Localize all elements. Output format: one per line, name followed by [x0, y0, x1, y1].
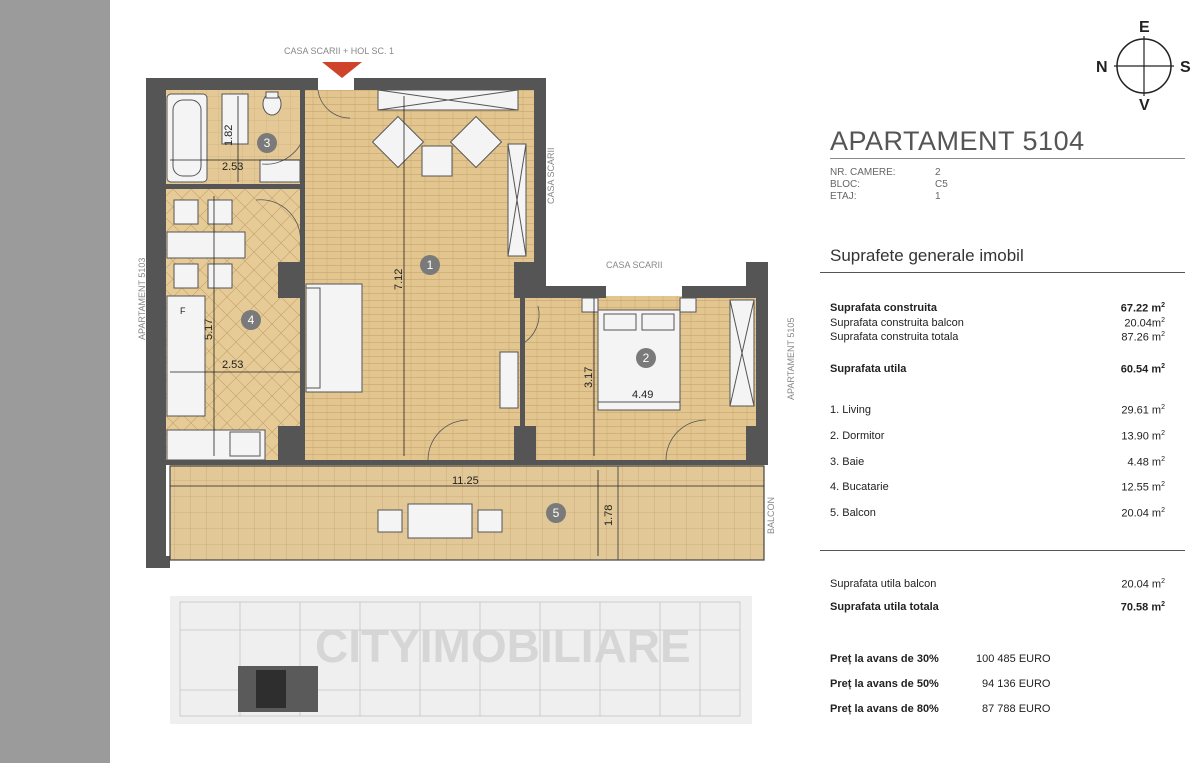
left-sidebar-band	[0, 0, 110, 763]
stair-label-middle: CASA SCARII	[606, 260, 663, 270]
room-number-5: 5	[552, 506, 560, 520]
info-floor	[830, 191, 941, 202]
room-number-4: 4	[247, 313, 255, 327]
totals-divider	[820, 550, 1185, 551]
watermark: CITYIMOBILIARE	[315, 620, 691, 672]
title-divider	[830, 158, 1185, 159]
room-row-balcon: 5. Balcon 20.04 $m^2$	[830, 507, 1165, 520]
info-rooms	[830, 167, 941, 178]
area-utila-value: 60.54	[1120, 363, 1149, 376]
area-utila: Suprafata utila 60.54 $m^2$	[830, 363, 1165, 376]
area-construita-balcon-label: Suprafata construita balcon	[830, 317, 964, 329]
dim-kitchen-w: 2.53	[222, 359, 244, 371]
info-floor-label: ETAJ:	[830, 191, 857, 202]
floor-plan-drawing	[110, 0, 800, 763]
dim-balcony-h: 1.78	[603, 504, 615, 526]
section-divider	[820, 272, 1185, 273]
area-construita-value: 67.22	[1120, 302, 1149, 315]
top-label: CASA SCARII + HOL SC. 1	[284, 46, 394, 56]
floor-plan	[110, 0, 800, 763]
compass-v: V	[1139, 97, 1150, 114]
room-row-dormitor: 2. Dormitor 13.90 $m^2$	[830, 430, 1165, 443]
balcony-label: BALCON	[766, 496, 776, 534]
compass-e: E	[1139, 19, 1150, 36]
section-title: Suprafete generale imobil	[830, 246, 1024, 265]
dim-living-h: 7.12	[393, 268, 405, 290]
apt-5103-label: APARTAMENT 5103	[137, 257, 147, 340]
fridge-label: F	[180, 306, 186, 316]
area-construita-balcon: Suprafata construita balcon $20.04m^2$	[830, 317, 1165, 330]
price-80: Preț la avans de 80% 87 788 EURO	[830, 703, 1051, 715]
area-utila-label: Suprafata utila	[830, 363, 907, 375]
building-key-plan	[170, 596, 752, 724]
dim-bath-w: 2.53	[222, 161, 244, 173]
dim-balcony-w: 11.25	[452, 475, 479, 487]
info-rooms-label: NR. CAMERE:	[830, 167, 896, 178]
stair-label-right: CASA SCARII	[546, 147, 556, 204]
room-number-2: 2	[642, 351, 650, 365]
info-panel	[820, 0, 1185, 763]
info-block-value: C5	[935, 179, 948, 190]
total-utila-balcon: Suprafata utila balcon 20.04 $m^2$	[830, 578, 1165, 591]
total-utila-totala: Suprafata utila totala 70.58 $m^2$	[830, 601, 1165, 614]
room-row-bucatarie: 4. Bucatarie 12.55 $m^2$	[830, 481, 1165, 494]
area-construita: Suprafata construita 67.22 $m^2$	[830, 302, 1165, 315]
area-construita-totala-label: Suprafata construita totala	[830, 331, 959, 343]
compass-n: N	[1096, 59, 1108, 76]
dim-bath-h: 1.82	[223, 124, 235, 146]
dim-bedroom-h: 3.17	[583, 366, 595, 388]
room-row-living: 1. Living 29.61 $m^2$	[830, 404, 1165, 417]
compass-s: S	[1180, 59, 1191, 76]
apt-5105-label: APARTAMENT 5105	[786, 317, 796, 400]
info-floor-value: 1	[935, 191, 941, 202]
dim-bedroom-w: 4.49	[632, 389, 654, 401]
entry-arrow	[322, 62, 362, 78]
room-number-3: 3	[263, 136, 271, 150]
room-row-baie: 3. Baie 4.48 $m^2$	[830, 456, 1165, 469]
price-50: Preț la avans de 50% 94 136 EURO	[830, 678, 1051, 690]
apartment-title: APARTAMENT 5104	[830, 126, 1085, 156]
price-30: Preț la avans de 30% 100 485 EURO	[830, 653, 1051, 665]
dim-kitchen-h: 5.17	[203, 318, 215, 340]
info-block-label: BLOC:	[830, 179, 861, 190]
area-construita-label: Suprafata construita	[830, 302, 937, 314]
room-number-1: 1	[426, 258, 434, 272]
area-construita-totala-value: 87.26	[1121, 331, 1149, 344]
area-construita-balcon-value: 20.04	[1124, 317, 1152, 330]
area-construita-totala: Suprafata construita totala 87.26 $m^2$	[830, 331, 1165, 344]
info-rooms-value: 2	[935, 167, 941, 178]
info-block	[830, 179, 948, 190]
